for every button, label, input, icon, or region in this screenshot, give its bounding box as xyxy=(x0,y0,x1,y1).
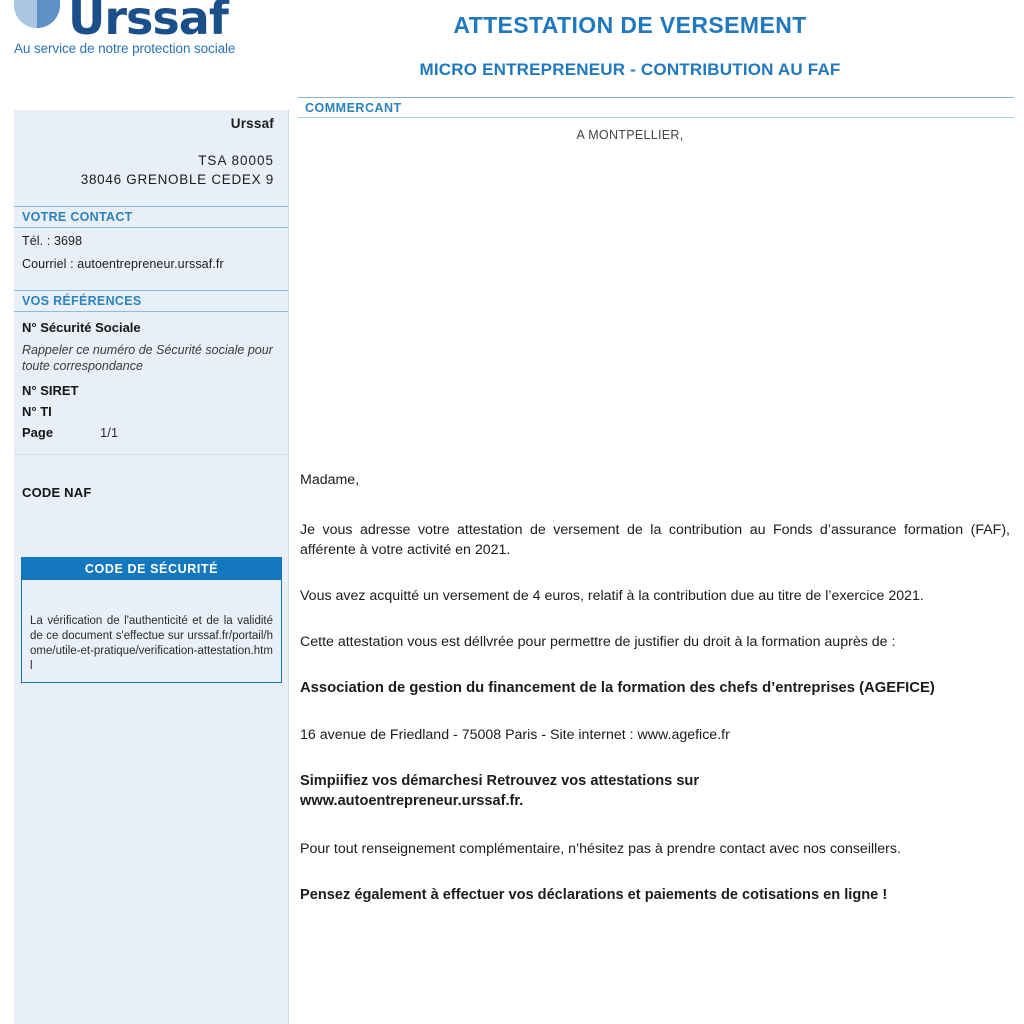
divider-references-bottom xyxy=(14,454,288,455)
promo-line-2[interactable]: www.autoentrepreneur.urssaf.fr. xyxy=(300,793,524,809)
social-security-label: N° Sécurité Sociale xyxy=(22,320,141,335)
letter-salutation: Madame, xyxy=(300,472,360,488)
ti-label: N° TI xyxy=(22,404,52,419)
beneficiary-organisation-address: 16 avenue de Friedland - 75008 Paris - Site internet : www.agefice.fr xyxy=(300,727,730,743)
references-section xyxy=(14,291,288,455)
reference-row-ti xyxy=(22,404,280,419)
security-code-heading: CODE DE SÉCURITÉ xyxy=(22,558,281,580)
category-label: COMMERCANT xyxy=(305,101,402,115)
contact-heading: VOTRE CONTACT xyxy=(22,210,133,224)
letter-paragraph-2: Vous avez acquitté un versement de 4 euros, relatif à la contribution due au titre de l’exercice 2021. xyxy=(300,588,924,604)
references-heading: VOS RÉFÉRENCES xyxy=(22,294,142,308)
letter-body xyxy=(300,470,1010,931)
page-subtitle: MICRO ENTREPRENEUR - CONTRIBUTION AU FAF xyxy=(419,60,841,79)
letter-paragraph-1: Je vous adresse votre attestation de versement de la contribution au Fonds d’assurance formation (FAF), afférente à votre activité en 2021. xyxy=(300,522,1010,558)
urssaf-shield-icon xyxy=(8,0,66,38)
logo-tagline: Au service de notre protection sociale xyxy=(14,41,236,56)
sidebar-panel xyxy=(14,110,289,1024)
page-value: 1/1 xyxy=(100,425,119,440)
reference-row-page xyxy=(22,425,280,440)
divider-references-heading xyxy=(14,311,288,312)
security-code-value xyxy=(22,580,281,614)
promo-block xyxy=(300,771,1010,811)
security-code-text: La vérification de l'authenticité et de la validité de ce document s'effectue sur xyxy=(30,615,273,642)
letter-paragraph-4: Pour tout renseignement complémentaire, n’hésitez pas à prendre contact avec nos conseillers. xyxy=(300,841,901,857)
divider-contact-heading xyxy=(14,227,288,228)
security-verification-url[interactable]: urssaf.fr/portail/home/utile-et-pratique/verification-attestation.html xyxy=(30,630,273,672)
reference-row-siret xyxy=(22,383,280,398)
letter-closing-note: Pensez également à effectuer vos déclarations et paiements de cotisations en ligne ! xyxy=(300,887,888,903)
reference-row-social-security xyxy=(22,320,280,335)
code-naf-label: CODE NAF xyxy=(22,485,92,500)
page-label: Page xyxy=(22,425,54,440)
document-header xyxy=(0,0,1024,96)
references-note: Rappeler ce numéro de Sécurité sociale pour toute correspondance xyxy=(22,343,273,373)
security-code-description xyxy=(22,614,281,682)
divider-bottom xyxy=(298,117,1014,118)
code-naf-block xyxy=(22,485,102,500)
sender-address-line1: TSA 80005 xyxy=(198,153,274,168)
sender-organisation: Urssaf xyxy=(230,116,274,131)
promo-line-1: Simpiifiez vos démarchesi Retrouvez vos attestations sur xyxy=(300,773,700,789)
page-title: ATTESTATION DE VERSEMENT xyxy=(453,12,807,38)
siret-label: N° SIRET xyxy=(22,383,79,398)
beneficiary-organisation-name: Association de gestion du financement de la formation des chefs d’entreprises (AGEFICE) xyxy=(300,680,935,696)
category-strip xyxy=(298,97,1014,118)
contact-email[interactable]: Courriel : autoentrepreneur.urssaf.fr xyxy=(22,257,224,271)
city-date-line: A MONTPELLIER, xyxy=(576,128,684,142)
sender-address xyxy=(81,116,274,187)
sender-address-line2: 38046 GRENOBLE CEDEX 9 xyxy=(80,172,274,187)
letter-paragraph-3: Cette attestation vous est déllvrée pour permettre de justifier du droit à la formation auprès de : xyxy=(300,634,896,650)
logo-wordmark: Urssaf xyxy=(68,0,228,45)
contact-phone: Tél. : 3698 xyxy=(22,234,83,248)
security-code-box xyxy=(21,557,282,683)
contact-section xyxy=(14,207,288,288)
urssaf-logo xyxy=(8,0,288,60)
